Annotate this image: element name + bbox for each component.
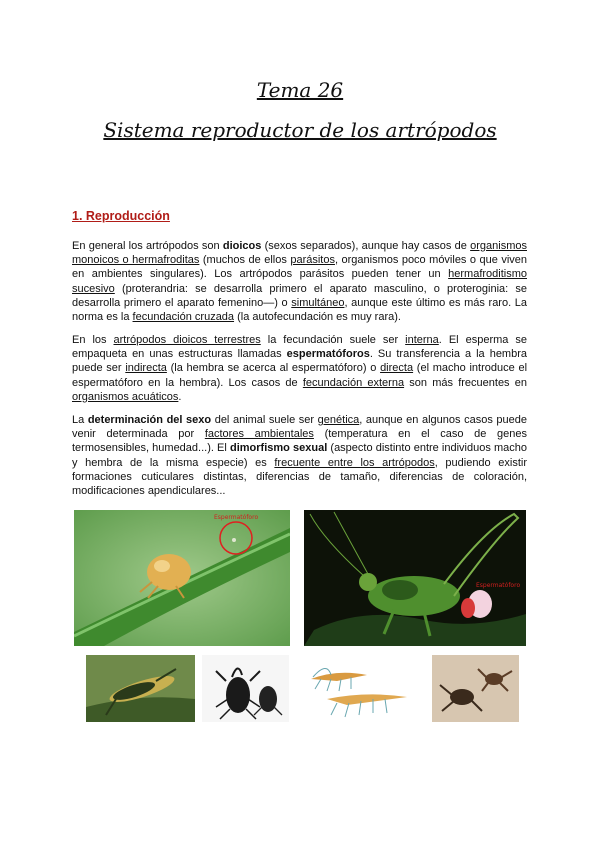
term: espermatóforos (286, 348, 370, 361)
term: parásitos (290, 254, 335, 267)
term: indirecta (125, 362, 167, 375)
section-heading: 1. Reproducción (72, 209, 170, 223)
page-title: Tema 26 (256, 78, 344, 102)
term: determinación del sexo (87, 414, 212, 426)
text: del animal suele ser (211, 414, 318, 426)
text: , pudiendo existir formaciones cuticulares distintas, diferencias de tamaño, diferencias de coloración, modificaciones apendiculares... (72, 456, 527, 498)
image-label: Espermatóforo (476, 582, 521, 589)
text: (aspecto distinto entre individuos macho y hembra de la misma especie) es (72, 442, 527, 469)
text: , aunque en algunos casos puede venir determinada por (72, 414, 527, 441)
paragraph-3 (72, 413, 527, 498)
text: La (72, 414, 88, 426)
text: (la autofecundación es muy rara). (234, 311, 401, 324)
text: . El esperma se empaqueta en unas estructuras llamadas (72, 334, 528, 361)
term: genética (317, 414, 360, 426)
text: (muchos de ellos (199, 254, 291, 267)
paragraph-2 (72, 333, 527, 404)
photo-beetles (202, 655, 289, 722)
text: (temperatura en el caso de genes termosensibles, humedad...). El (72, 428, 528, 455)
term: organismos acuáticos (72, 390, 179, 403)
text: la fecundación suele ser (260, 334, 406, 346)
text: (la hembra se acerca al espermatóforo) o (166, 362, 381, 375)
text: (proterandria: se desarrolla primero el aparato masculino, o proteroginia: se desarrolla primero el aparato femenino—) o (72, 282, 527, 309)
term: frecuente entre los artrópodos (274, 456, 435, 469)
term: fecundación externa (302, 376, 405, 389)
text: son más frecuentes en (404, 376, 527, 389)
text: (sexos separados), aunque hay casos de (261, 240, 471, 252)
text: En los (72, 334, 114, 346)
term: organismos monoicos o hermafroditas (72, 240, 527, 267)
text: . Su transferencia a la hembra puede ser (72, 348, 527, 375)
text: En general los artrópodos son (72, 240, 223, 252)
term: simultáneo (291, 296, 345, 309)
image-label: Espermatóforo (214, 514, 259, 521)
photo-katydid (304, 510, 526, 646)
term: interna (405, 334, 439, 346)
text: . (178, 390, 182, 403)
text: , aunque este último es más raro. La norma es la (72, 296, 528, 324)
text: , organismos poco móviles o que viven en ambientes singulares). Los artrópodos parásitos pueden tener un (72, 254, 528, 281)
text: (el macho introduce el espermatóforo en la hembra). Los casos de (72, 362, 528, 389)
term: fecundación cruzada (132, 311, 235, 324)
term: dioicos (222, 240, 262, 252)
term: dimorfismo sexual (229, 442, 328, 455)
term: hermafroditismo sucesivo (72, 268, 527, 295)
photo-crabs (432, 655, 519, 722)
term: directa (380, 362, 414, 375)
term: factores ambientales (204, 428, 314, 441)
photo-springtail (74, 510, 290, 646)
term: artrópodos dioicos terrestres (113, 334, 261, 346)
paragraph-1 (72, 239, 527, 324)
photo-shrimp (297, 655, 424, 722)
page-subtitle: Sistema reproductor de los artrópodos (103, 118, 497, 142)
photo-grasshoppers (86, 655, 195, 722)
